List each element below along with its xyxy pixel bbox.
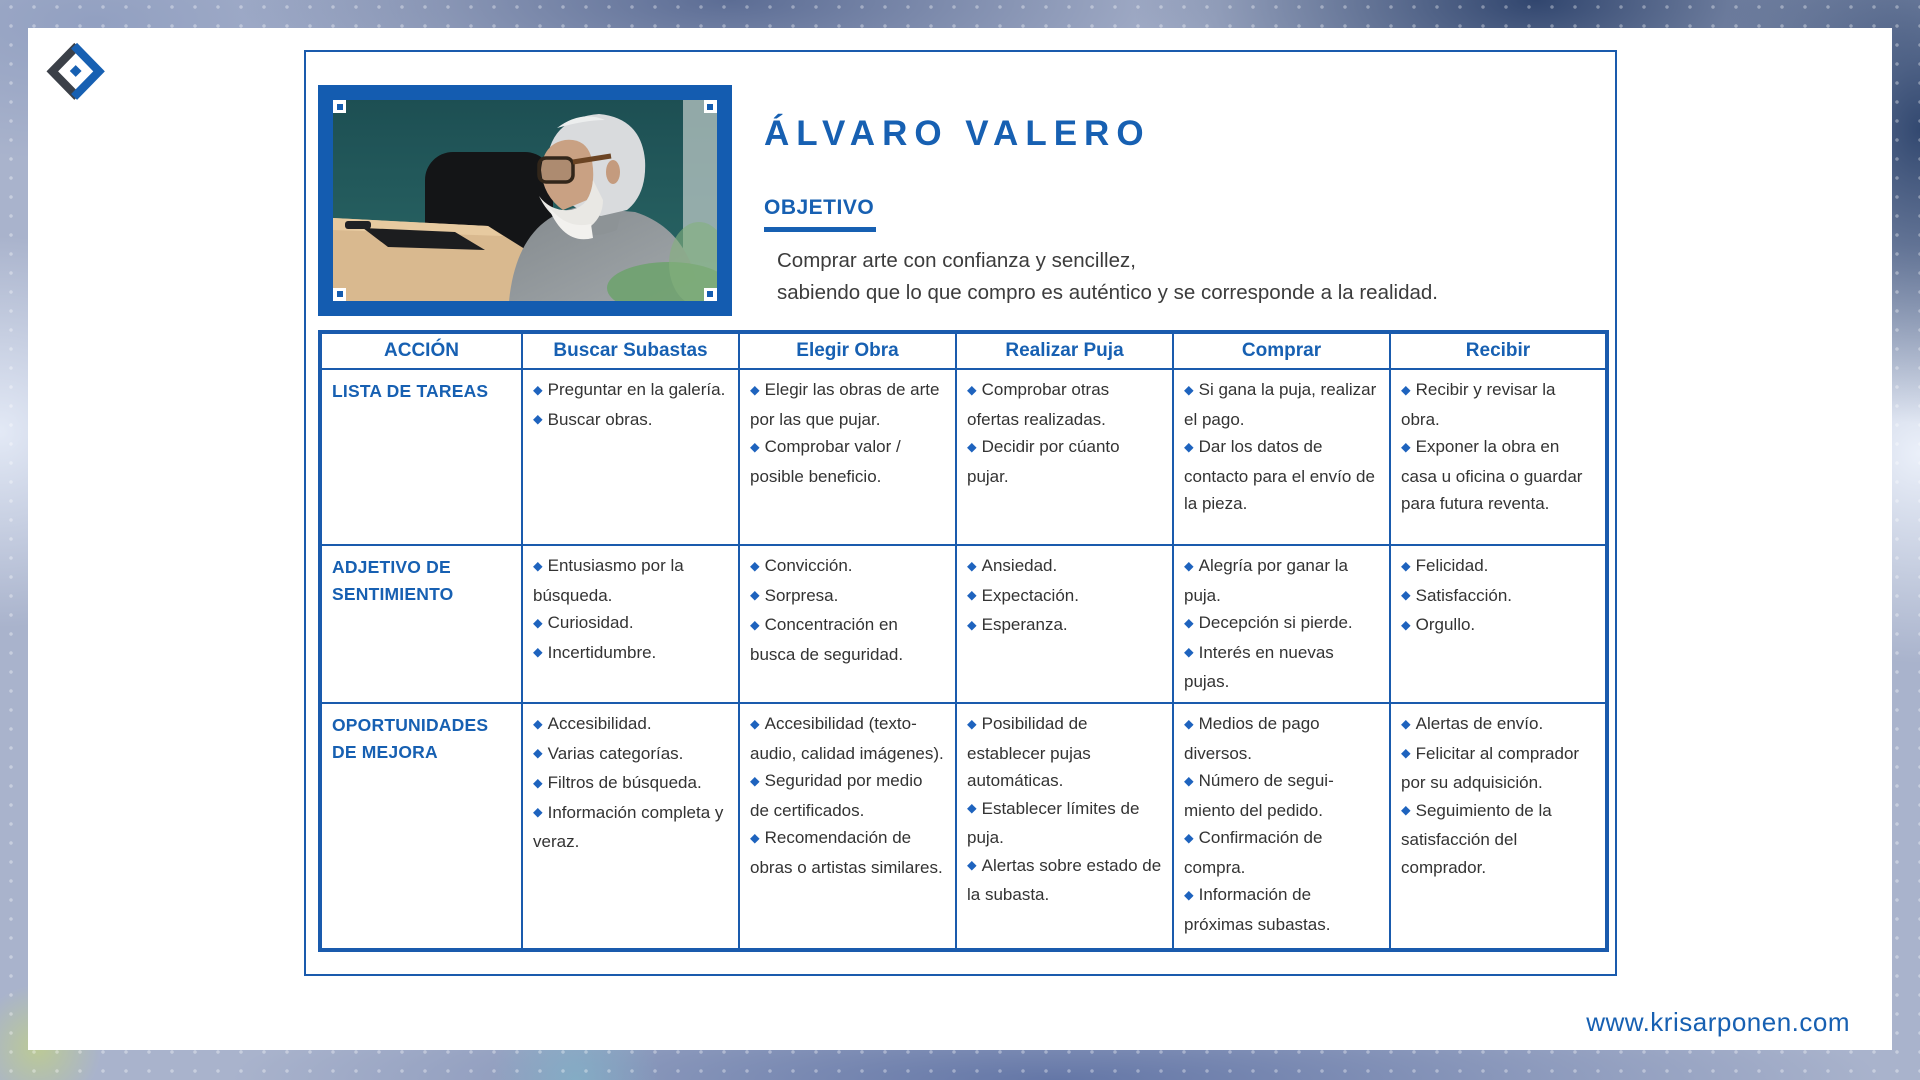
diamond-bullet-icon: ◆ [1184,382,1194,397]
journey-table [318,330,1609,952]
task-item: ◆ Expectación. [967,585,1079,605]
diamond-bullet-icon: ◆ [1184,830,1194,845]
task-item: ◆ Alertas sobre estado de la subasta. [967,855,1162,904]
journey-cell [1173,369,1390,545]
objective-text-line1: Comprar arte con confianza y sencillez, [777,249,1136,272]
task-item: ◆ Incertidumbre. [533,642,657,662]
task-item: ◆ Decepción si pierde. [1184,613,1353,632]
diamond-bullet-icon: ◆ [533,746,543,760]
diamond-bullet-icon: ◆ [1401,588,1411,602]
persona-photo [333,100,717,301]
diamond-bullet-icon: ◆ [533,645,543,659]
diamond-bullet-icon: ◆ [967,382,977,397]
journey-table-body [320,369,1607,950]
task-item: ◆ Alegría por ganar la puja. [1184,556,1348,605]
diamond-bullet-icon: ◆ [1401,382,1411,397]
column-header-stage: Elegir Obra [739,332,956,369]
task-item: ◆ Entusiasmo por la búsqueda. [533,556,684,605]
diamond-bullet-icon: ◆ [750,439,760,454]
task-item: ◆ Varias categorías. [533,743,684,763]
diamond-bullet-icon: ◆ [750,830,760,845]
column-header-accion: ACCIÓN [320,332,522,369]
diamond-bullet-icon: ◆ [533,805,543,819]
task-item: ◆ Sorpresa. [750,585,839,605]
task-item: ◆ Filtros de búsqueda. [533,773,702,792]
task-item: ◆ Recomendación de obras o artistas similares. [750,828,943,877]
task-item: ◆ Comprobar otras ofertas realizadas. [967,380,1110,429]
diamond-bullet-icon: ◆ [750,558,760,573]
diamond-bullet-icon: ◆ [1184,773,1194,788]
diamond-bullet-icon: ◆ [1184,615,1194,630]
task-item: ◆ Si gana la puja, realizar el pago. [1184,380,1377,429]
task-item: ◆ Curiosidad. [533,613,634,632]
task-item: ◆ Exponer la obra en casa u oficina o guardar para futura reventa. [1401,437,1583,513]
task-item: ◆ Seguridad por medio de certificados. [750,771,923,820]
diamond-bullet-icon: ◆ [967,439,977,454]
column-header-stage: Comprar [1173,332,1390,369]
task-item: ◆ Concentración en busca de seguridad. [750,615,904,664]
journey-cell [1390,545,1607,703]
task-item: ◆ Confirmación de compra. [1184,828,1323,877]
journey-cell [522,369,739,545]
diamond-code-icon [44,40,108,104]
diamond-bullet-icon: ◆ [1184,887,1194,902]
diamond-bullet-icon: ◆ [967,558,977,573]
row-label: LISTA DE TAREAS [320,369,522,545]
task-item: ◆ Preguntar en la galería. [533,380,726,399]
objective-heading: OBJETIVO [764,196,875,219]
diamond-bullet-icon: ◆ [1401,439,1411,454]
persona-card [28,28,1892,1050]
task-item: ◆ Recibir y revisar la obra. [1401,380,1556,429]
pixel-corner-bl-dot [337,291,343,297]
task-item: ◆ Convicción. [750,556,853,575]
pixel-corner-tr-dot [707,104,713,110]
diamond-bullet-icon: ◆ [750,588,760,602]
diamond-bullet-icon: ◆ [1184,439,1194,454]
objective-text-line2: sabiendo que lo que compro es auténtico y se corresponde a la realidad. [777,281,1438,304]
diamond-bullet-icon: ◆ [967,588,977,602]
diamond-bullet-icon: ◆ [1401,746,1411,760]
diamond-bullet-icon: ◆ [1401,803,1411,817]
task-item: ◆ Ansiedad. [967,556,1058,575]
content-frame [304,50,1617,976]
diamond-bullet-icon: ◆ [533,775,543,790]
task-item: ◆ Satisfacción. [1401,585,1513,605]
diamond-bullet-icon: ◆ [533,382,543,397]
row-label: ADJETIVO DE SENTIMIENTO [320,545,522,703]
column-header-stage: Realizar Puja [956,332,1173,369]
journey-cell [1390,369,1607,545]
task-item: ◆ Dar los datos de contacto para el envío de la pieza. [1184,437,1375,513]
diamond-bullet-icon: ◆ [1184,716,1194,731]
task-item: ◆ Accesibilidad (texto-audio, calidad imágenes). [750,714,944,763]
journey-row [320,545,1607,703]
journey-cell [522,703,739,950]
diamond-bullet-icon: ◆ [750,617,760,632]
diamond-bullet-icon: ◆ [1401,617,1411,632]
journey-cell [1173,703,1390,950]
task-item: ◆ Posibilidad de establecer pujas automáticas. [967,714,1091,790]
diamond-bullet-icon: ◆ [1184,558,1194,573]
task-item: ◆ Información completa y veraz. [533,802,724,851]
task-item: ◆ Comprobar valor / posible beneficio. [750,437,901,486]
column-header-stage: Recibir [1390,332,1607,369]
journey-cell [956,369,1173,545]
journey-row [320,703,1607,950]
diamond-bullet-icon: ◆ [750,773,760,788]
diamond-bullet-icon: ◆ [1184,645,1194,659]
diamond-bullet-icon: ◆ [533,558,543,573]
journey-row [320,369,1607,545]
website-url: www.krisarponen.com [1586,1007,1850,1037]
journey-cell [739,369,956,545]
journey-cell [739,545,956,703]
journey-cell [522,545,739,703]
task-item: ◆ Información de próximas subastas. [1184,885,1331,934]
task-item: ◆ Esperanza. [967,615,1068,634]
task-item: ◆ Alertas de envío. [1401,714,1544,733]
diamond-bullet-icon: ◆ [750,716,760,731]
diamond-bullet-icon: ◆ [533,716,543,731]
diamond-bullet-icon: ◆ [533,412,543,426]
task-item: ◆ Felicidad. [1401,556,1489,575]
diamond-bullet-icon: ◆ [750,382,760,397]
diamond-bullet-icon: ◆ [533,615,543,630]
task-item: ◆ Orgullo. [1401,615,1476,634]
task-item: ◆ Seguimiento de la satisfacción del comprador. [1401,800,1552,877]
persona-header [764,114,1604,309]
diamond-bullet-icon: ◆ [967,617,977,632]
pixel-corner-br-dot [707,291,713,297]
diamond-bullet-icon: ◆ [967,858,977,872]
journey-cell [1173,545,1390,703]
journey-cell [739,703,956,950]
brand-logo [44,40,108,104]
task-item: ◆ Felicitar al comprador por su adquisición. [1401,743,1580,792]
task-item: ◆ Interés en nuevas pujas. [1184,642,1334,691]
journey-cell [1390,703,1607,950]
column-header-stage: Buscar Subastas [522,332,739,369]
pixel-corner-tl-dot [337,104,343,110]
task-item: ◆ Medios de pago diversos. [1184,714,1320,763]
diamond-bullet-icon: ◆ [1401,716,1411,731]
journey-cell [956,703,1173,950]
row-label: OPORTUNIDADES DE MEJORA [320,703,522,950]
journey-cell [956,545,1173,703]
journey-table-head [320,332,1607,369]
diamond-bullet-icon: ◆ [967,801,977,815]
objective-underline [764,227,876,232]
diamond-bullet-icon: ◆ [1401,558,1411,573]
task-item: ◆ Decidir por cúanto pujar. [967,437,1120,486]
task-item: ◆ Buscar obras. [533,409,653,429]
diamond-bullet-icon: ◆ [967,716,977,731]
task-item: ◆ Número de segui-miento del pedido. [1184,771,1334,820]
task-item: ◆ Elegir las obras de arte por las que pujar. [750,380,940,429]
task-item: ◆ Establecer límites de puja. [967,798,1140,847]
persona-name: ÁLVARO VALERO [764,114,1151,153]
task-item: ◆ Accesibilidad. [533,714,652,733]
persona-photo-frame [318,85,732,316]
